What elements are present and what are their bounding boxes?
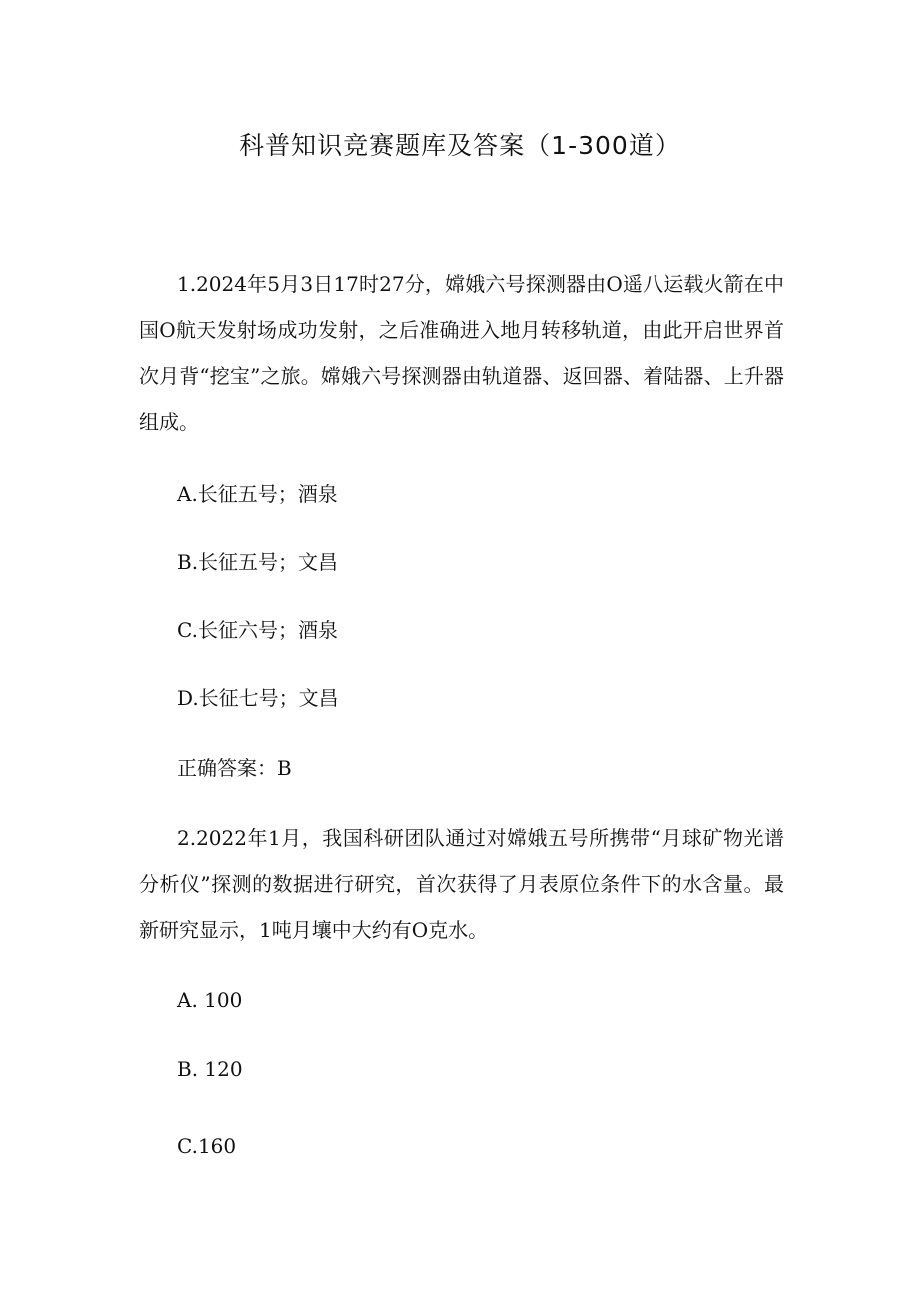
question-1-option-c: C.长征六号；酒泉 — [177, 618, 338, 642]
question-1-stem: 1.2024年5月3日17时27分，嫦娥六号探测器由O遥八运载火箭在中国O航天发射场成功发射，之后准确进入地月转移轨道，由此开启世界首次月背“挖宝”之旅。嫦娥六号探测器由轨道器、返回器、着陆器、上升器组成。 — [139, 272, 784, 434]
question-2-option-c: C.160 — [177, 1134, 237, 1158]
question-1-option-d: D.长征七号；文昌 — [177, 686, 339, 710]
question-1-answer: 正确答案：B — [177, 756, 292, 780]
question-1-option-b: B.长征五号；文昌 — [177, 550, 339, 574]
question-2-option-a: A. 100 — [177, 988, 243, 1012]
question-2-stem: 2.2022年1月，我国科研团队通过对嫦娥五号所携带“月球矿物光谱分析仪”探测的数据进行研究，首次获得了月表原位条件下的水含量。最新研究显示，1吨月壤中大约有O克水。 — [139, 826, 784, 942]
question-2-option-b: B. 120 — [177, 1057, 243, 1081]
document-title: 科普知识竞赛题库及答案（1-300道） — [239, 131, 681, 160]
question-1-option-a: A.长征五号；酒泉 — [177, 482, 338, 506]
